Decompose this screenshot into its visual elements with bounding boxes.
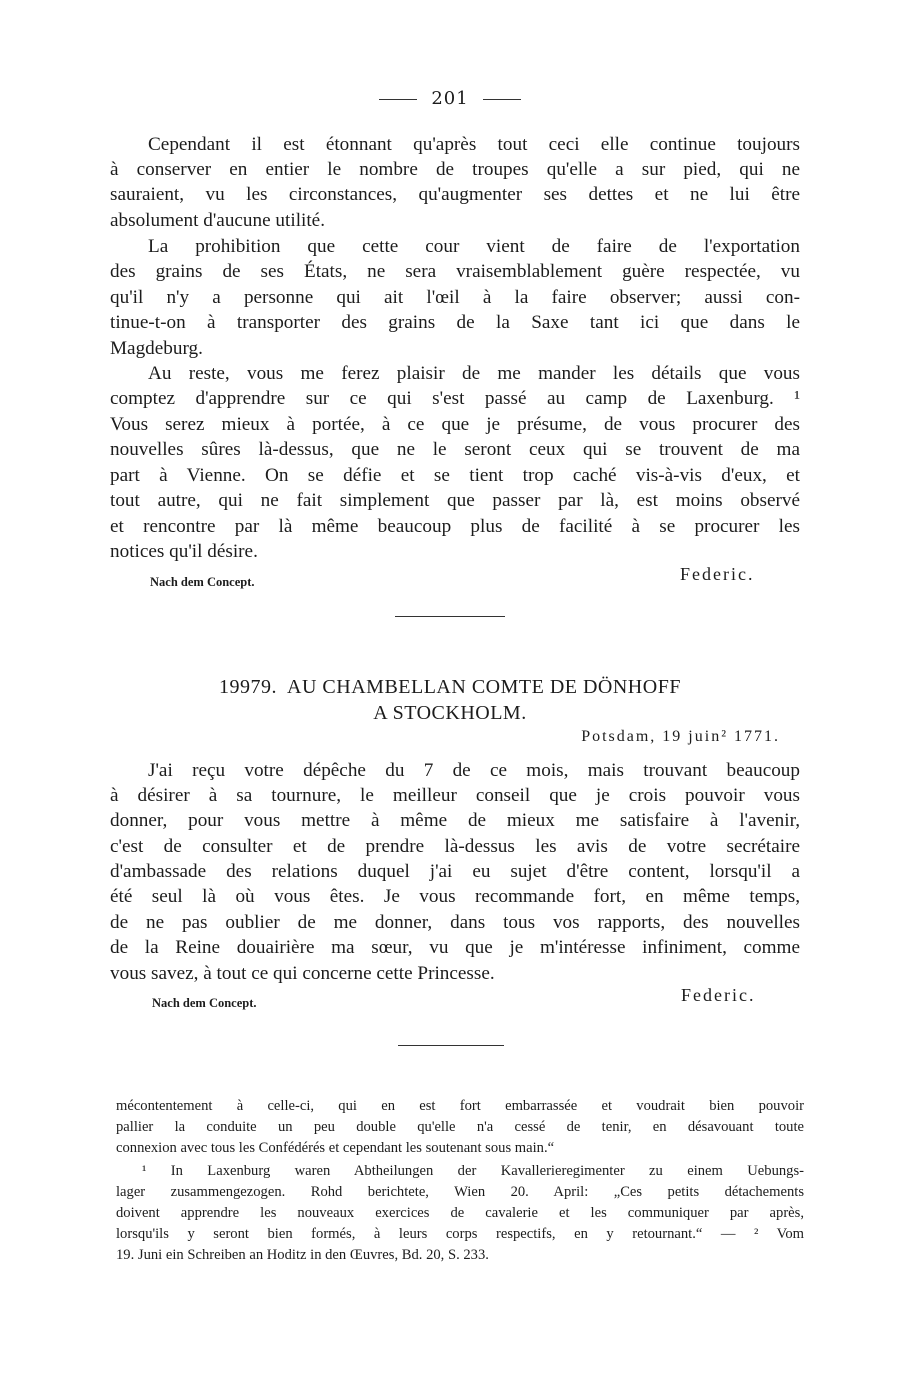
text-line: La prohibition que cette cour vient de faire de l'exportation xyxy=(148,236,800,257)
letter-recipient: AU CHAMBELLAN COMTE DE DÖNHOFF xyxy=(287,676,681,698)
text-line: tout autre, qui ne fait simplement que passer par là, est moins observé xyxy=(110,490,800,511)
footnote-line: 19. Juni ein Schreiben an Hoditz in den Œuvres, Bd. 20, S. 233. xyxy=(116,1247,489,1263)
footnote-divider xyxy=(398,1045,504,1046)
text-line: sauraient, vu les circonstances, qu'augmenter ses dettes et ne lui être xyxy=(110,184,800,205)
letter-recipient-location: A STOCKHOLM. xyxy=(373,702,527,724)
text-line: Vous serez mieux à portée, à ce que je présume, de vous procurer des xyxy=(110,414,800,435)
letter-heading xyxy=(0,676,900,699)
source-note: Nach dem Concept. xyxy=(152,996,257,1010)
text-line: des grains de ses États, ne sera vraisemblablement guère respectée, vu xyxy=(110,261,800,282)
text-line: d'ambassade des relations duquel j'ai eu sujet d'être content, lorsqu'il a xyxy=(110,861,800,882)
text-line: vous savez, à tout ce qui concerne cette Princesse. xyxy=(110,963,495,984)
section-divider xyxy=(395,616,505,617)
text-line: absolument d'aucune utilité. xyxy=(110,210,325,231)
source-note: Nach dem Concept. xyxy=(150,575,255,589)
footnote-line: lager zusammengezogen. Rohd berichtete, Wien 20. April: „Ces petits détachements xyxy=(116,1184,804,1200)
letter-number: 19979. xyxy=(219,676,278,698)
text-line: Cependant il est étonnant qu'après tout ceci elle continue toujours xyxy=(148,134,800,155)
text-line: part à Vienne. On se défie et se tient trop caché vis-à-vis d'eux, et xyxy=(110,465,800,486)
text-line: à désirer à sa tournure, le meilleur conseil que je crois pouvoir vous xyxy=(110,785,800,806)
text-line: Magdeburg. xyxy=(110,338,203,359)
text-line: tinue-t-on à transporter des grains de la Saxe tant ici que dans le xyxy=(110,312,800,333)
signature: Federic. xyxy=(681,985,756,1005)
text-line: à conserver en entier le nombre de troupes qu'elle a sur pied, qui ne xyxy=(110,159,800,180)
text-line: été seul là où vous êtes. Je vous recommande fort, en même temps, xyxy=(110,886,800,907)
text-line: notices qu'il désire. xyxy=(110,541,258,562)
text-line: de ne pas oublier de me donner, dans tous vos rapports, des nouvelles xyxy=(110,912,800,933)
text-line: nouvelles sûres là-dessus, que ne le seront ceux qui se trouvent de ma xyxy=(110,439,800,460)
text-line: de la Reine douairière ma sœur, vu que je m'intéresse infiniment, comme xyxy=(110,937,800,958)
text-line: J'ai reçu votre dépêche du 7 de ce mois, mais trouvant beaucoup xyxy=(148,760,800,781)
page-header xyxy=(0,88,900,109)
text-line: Au reste, vous me ferez plaisir de me mander les détails que vous xyxy=(148,363,800,384)
text-line: c'est de consulter et de prendre là-dessus les avis de votre secrétaire xyxy=(110,836,800,857)
footnote-line: ¹ In Laxenburg waren Abtheilungen der Kavallerieregimenter zu einem Uebungs- xyxy=(142,1163,804,1179)
signature: Federic. xyxy=(680,564,755,584)
text-line: et rencontre par là même beaucoup plus de facilité à se procurer les xyxy=(110,516,800,537)
header-dash-right xyxy=(483,99,521,100)
text-line: donner, pour vous mettre à même de mieux me satisfaire à l'avenir, xyxy=(110,810,800,831)
text-line: comptez d'apprendre sur ce qui s'est passé au camp de Laxenburg. ¹ xyxy=(110,388,800,409)
footnote-line: lorsqu'ils y seront bien formés, à leurs corps respectifs, en y retournant.“ — ² Vom xyxy=(116,1226,804,1242)
text-line: qu'il n'y a personne qui ait l'œil à la faire observer; aussi con- xyxy=(110,287,800,308)
footnote-line: mécontentement à celle-ci, qui en est fort embarrassée et voudrait bien pouvoir xyxy=(116,1098,804,1114)
footnote-line: pallier la conduite un peu double qu'elle n'a cessé de tenir, en désavouant toute xyxy=(116,1119,804,1135)
footnote-line: connexion avec tous les Confédérés et cependant les soutenant sous main.“ xyxy=(116,1140,555,1156)
page-number: 201 xyxy=(431,88,469,109)
dateline: Potsdam, 19 juin² 1771. xyxy=(581,728,780,745)
footnote-line: doivent apprendre les nouveaux exercices de cavalerie et les communiquer par après, xyxy=(116,1205,804,1221)
header-dash-left xyxy=(379,99,417,100)
